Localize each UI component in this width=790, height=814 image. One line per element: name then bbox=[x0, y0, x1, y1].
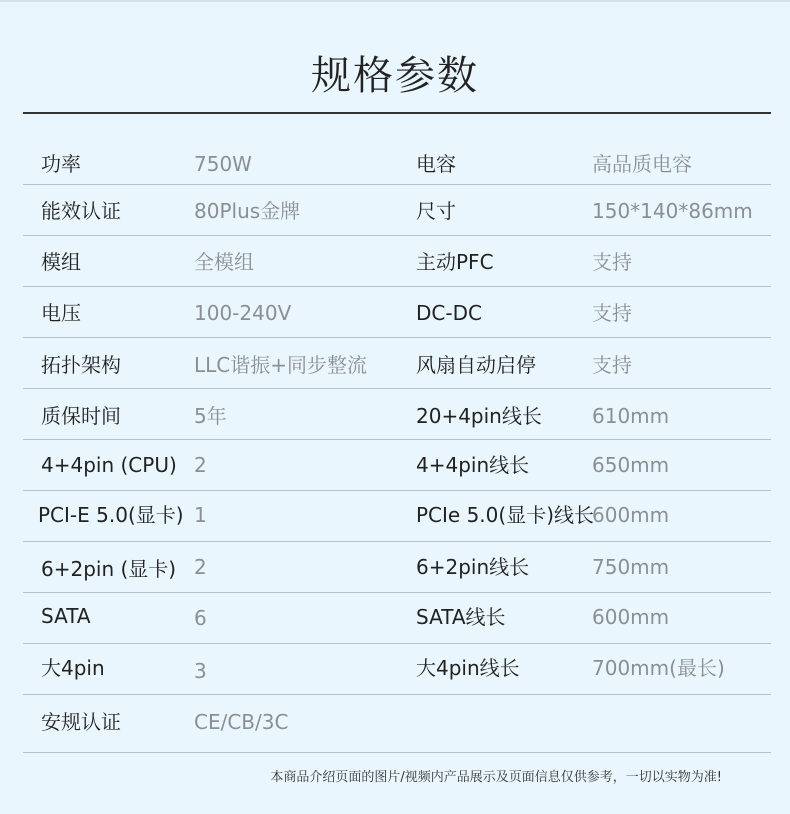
table-row bbox=[23, 593, 771, 644]
spec-value: 全模组 bbox=[194, 250, 254, 274]
spec-value: 100-240V bbox=[194, 301, 292, 325]
spec-label: 电压 bbox=[41, 301, 81, 325]
spec-label: DC-DC bbox=[416, 301, 482, 325]
spec-label: 拓扑架构 bbox=[41, 353, 121, 377]
spec-label: 主动PFC bbox=[416, 250, 494, 274]
spec-label: 大4pin线长 bbox=[416, 656, 520, 680]
table-row bbox=[23, 644, 771, 695]
spec-label: 功率 bbox=[41, 152, 81, 176]
spec-table bbox=[23, 139, 771, 753]
table-row bbox=[23, 185, 771, 236]
spec-value: 5年 bbox=[194, 404, 227, 428]
spec-value: 支持 bbox=[592, 353, 632, 377]
spec-label: SATA bbox=[41, 604, 91, 628]
spec-label: 大4pin bbox=[41, 656, 105, 680]
table-row bbox=[23, 236, 771, 287]
title-divider bbox=[23, 112, 771, 114]
table-row bbox=[23, 338, 771, 389]
spec-value: 80Plus金牌 bbox=[194, 199, 301, 223]
spec-value: 3 bbox=[194, 659, 207, 683]
spec-label: PCIe 5.0(显卡)线长 bbox=[416, 503, 594, 527]
table-row bbox=[23, 389, 771, 440]
disclaimer-text: 本商品介绍页面的图片/视频内产品展示及页面信息仅供参考，一切以实物为准! bbox=[270, 770, 722, 785]
spec-label: 20+4pin线长 bbox=[416, 404, 542, 428]
spec-value: 600mm bbox=[592, 503, 670, 527]
spec-label: 能效认证 bbox=[41, 199, 121, 223]
spec-value: 2 bbox=[194, 453, 207, 477]
spec-label: 4+4pin线长 bbox=[416, 453, 530, 477]
spec-value: 650mm bbox=[592, 453, 670, 477]
spec-label: PCI-E 5.0(显卡) bbox=[38, 503, 184, 527]
spec-label: 质保时间 bbox=[41, 404, 121, 428]
spec-label: SATA线长 bbox=[416, 605, 506, 629]
spec-label: 尺寸 bbox=[416, 199, 456, 223]
spec-value: 700mm(最长) bbox=[592, 656, 725, 680]
spec-label: 电容 bbox=[416, 152, 456, 176]
spec-value: CE/CB/3C bbox=[194, 710, 289, 734]
top-border bbox=[0, 0, 790, 2]
spec-label: 6+2pin线长 bbox=[416, 555, 530, 579]
spec-value: 610mm bbox=[592, 404, 670, 428]
page-title: 规格参数 bbox=[311, 53, 479, 99]
spec-value: 6 bbox=[194, 606, 207, 630]
spec-label: 风扇自动启停 bbox=[416, 353, 536, 377]
spec-value: 支持 bbox=[592, 250, 632, 274]
spec-value: 高品质电容 bbox=[592, 152, 692, 176]
table-row bbox=[23, 695, 771, 753]
spec-label: 安规认证 bbox=[41, 710, 121, 734]
table-row bbox=[23, 440, 771, 491]
spec-value: 2 bbox=[194, 555, 207, 579]
spec-value: 150*140*86mm bbox=[592, 199, 753, 223]
table-row bbox=[23, 287, 771, 338]
spec-label: 模组 bbox=[41, 250, 81, 274]
spec-value: 750mm bbox=[592, 555, 670, 579]
spec-value: 600mm bbox=[592, 605, 670, 629]
spec-value: LLC谐振+同步整流 bbox=[194, 353, 368, 377]
spec-label: 4+4pin (CPU) bbox=[41, 453, 177, 477]
spec-value: 支持 bbox=[592, 301, 632, 325]
table-row bbox=[23, 139, 771, 185]
spec-label: 6+2pin (显卡) bbox=[41, 557, 177, 581]
table-row bbox=[23, 542, 771, 593]
table-row bbox=[23, 491, 771, 542]
spec-value: 750W bbox=[194, 152, 252, 176]
spec-value: 1 bbox=[194, 503, 207, 527]
